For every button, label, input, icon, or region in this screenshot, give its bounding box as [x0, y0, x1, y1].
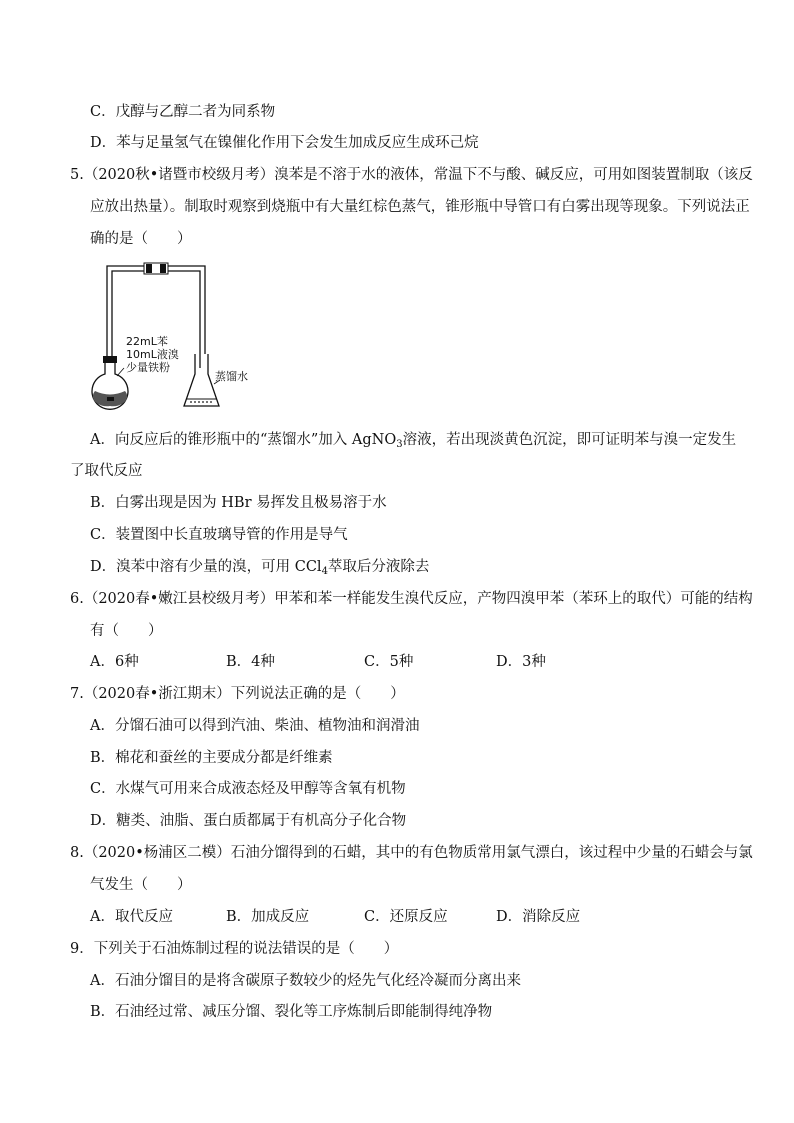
q6-option-c: C．5种 — [364, 654, 414, 670]
q9-option-b: B．石油经过常、减压分馏、裂化等工序炼制后即能制得纯净物 — [90, 1004, 493, 1020]
q9-option-a: A．石油分馏目的是将含碳原子数较少的烃先气化经冷凝而分离出来 — [90, 973, 521, 989]
q7-option-b: B．棉花和蚕丝的主要成分都是纤维素 — [90, 750, 333, 766]
q8-option-d: D．消除反应 — [496, 909, 581, 925]
q5-stem-line-3: 确的是（ ） — [90, 231, 192, 247]
q8-stem-line-2: 气发生（ ） — [90, 877, 192, 893]
q7-option-c: C．水煤气可用来合成液态烃及甲醇等含氧有机物 — [90, 781, 406, 797]
q8-option-b: B．加成反应 — [226, 909, 310, 925]
q8-option-a: A．取代反应 — [90, 909, 173, 925]
conical-flask — [184, 354, 219, 406]
q5-option-a-line-2: 了取代反应 — [70, 463, 143, 479]
flask-label-bromine: 10mL液溴 — [126, 348, 179, 361]
q6-stem-line-1: 6.（2020春•嫩江县校级月考）甲苯和苯一样能发生溴代反应，产物四溴甲苯（苯环上的取代）可能的结构 — [70, 591, 753, 607]
round-flask — [92, 356, 128, 409]
q5-option-a-line-1: A．向反应后的锥形瓶中的“蒸馏水”加入 AgNO$_3$溶液，若出现淡黄色沉淀，即可证明苯与溴一定发生 — [90, 432, 737, 450]
q5-option-b: B．白雾出现是因为 HBr 易挥发且极易溶于水 — [90, 495, 387, 511]
beaker-label-water: 蒸馏水 — [215, 370, 248, 383]
q7-option-d: D．糖类、油脂、蛋白质都属于有机高分子化合物 — [90, 813, 407, 829]
q5-stem-line-1: 5.（2020秋•诸暨市校级月考）溴苯是不溶于水的液体，常温下不与酸、碱反应，可用如图装置制取（该反 — [70, 167, 753, 183]
q6-option-b: B．4种 — [226, 654, 275, 670]
flask-label-benzene: 22mL苯 — [126, 335, 168, 348]
q5-stem-line-2: 应放出热量）。制取时观察到烧瓶中有大量红棕色蒸气，锥形瓶中导管口有白雾出现等现象。下列说法正 — [90, 199, 750, 215]
q5-option-c: C．装置图中长直玻璃导管的作用是导气 — [90, 527, 348, 543]
q4-option-c: C．戊醇与乙醇二者为同系物 — [90, 104, 276, 120]
q6-option-a: A．6种 — [90, 654, 139, 670]
flask-label-iron: 少量铁粉 — [126, 361, 170, 374]
q6-option-d: D．3种 — [496, 654, 546, 670]
q7-option-a: A．分馏石油可以得到汽油、柴油、植物油和润滑油 — [90, 718, 420, 734]
q9-stem: 9．下列关于石油炼制过程的说法错误的是（ ） — [70, 941, 399, 957]
q5-option-d: D．溴苯中溶有少量的溴，可用 CCl$_4$萃取后分液除去 — [90, 559, 430, 577]
q7-stem: 7.（2020春•浙江期末）下列说法正确的是（ ） — [70, 686, 405, 702]
q4-option-d: D．苯与足量氢气在镍催化作用下会发生加成反应生成环己烷 — [90, 135, 479, 151]
q6-stem-line-2: 有（ ） — [90, 623, 163, 639]
apparatus-figure — [88, 256, 268, 416]
q8-option-c: C．还原反应 — [364, 909, 448, 925]
q8-stem-line-1: 8.（2020•杨浦区二模）石油分馏得到的石蜡，其中的有色物质常用氯气漂白，该过程中少量的石蜡会与氯 — [70, 845, 753, 861]
